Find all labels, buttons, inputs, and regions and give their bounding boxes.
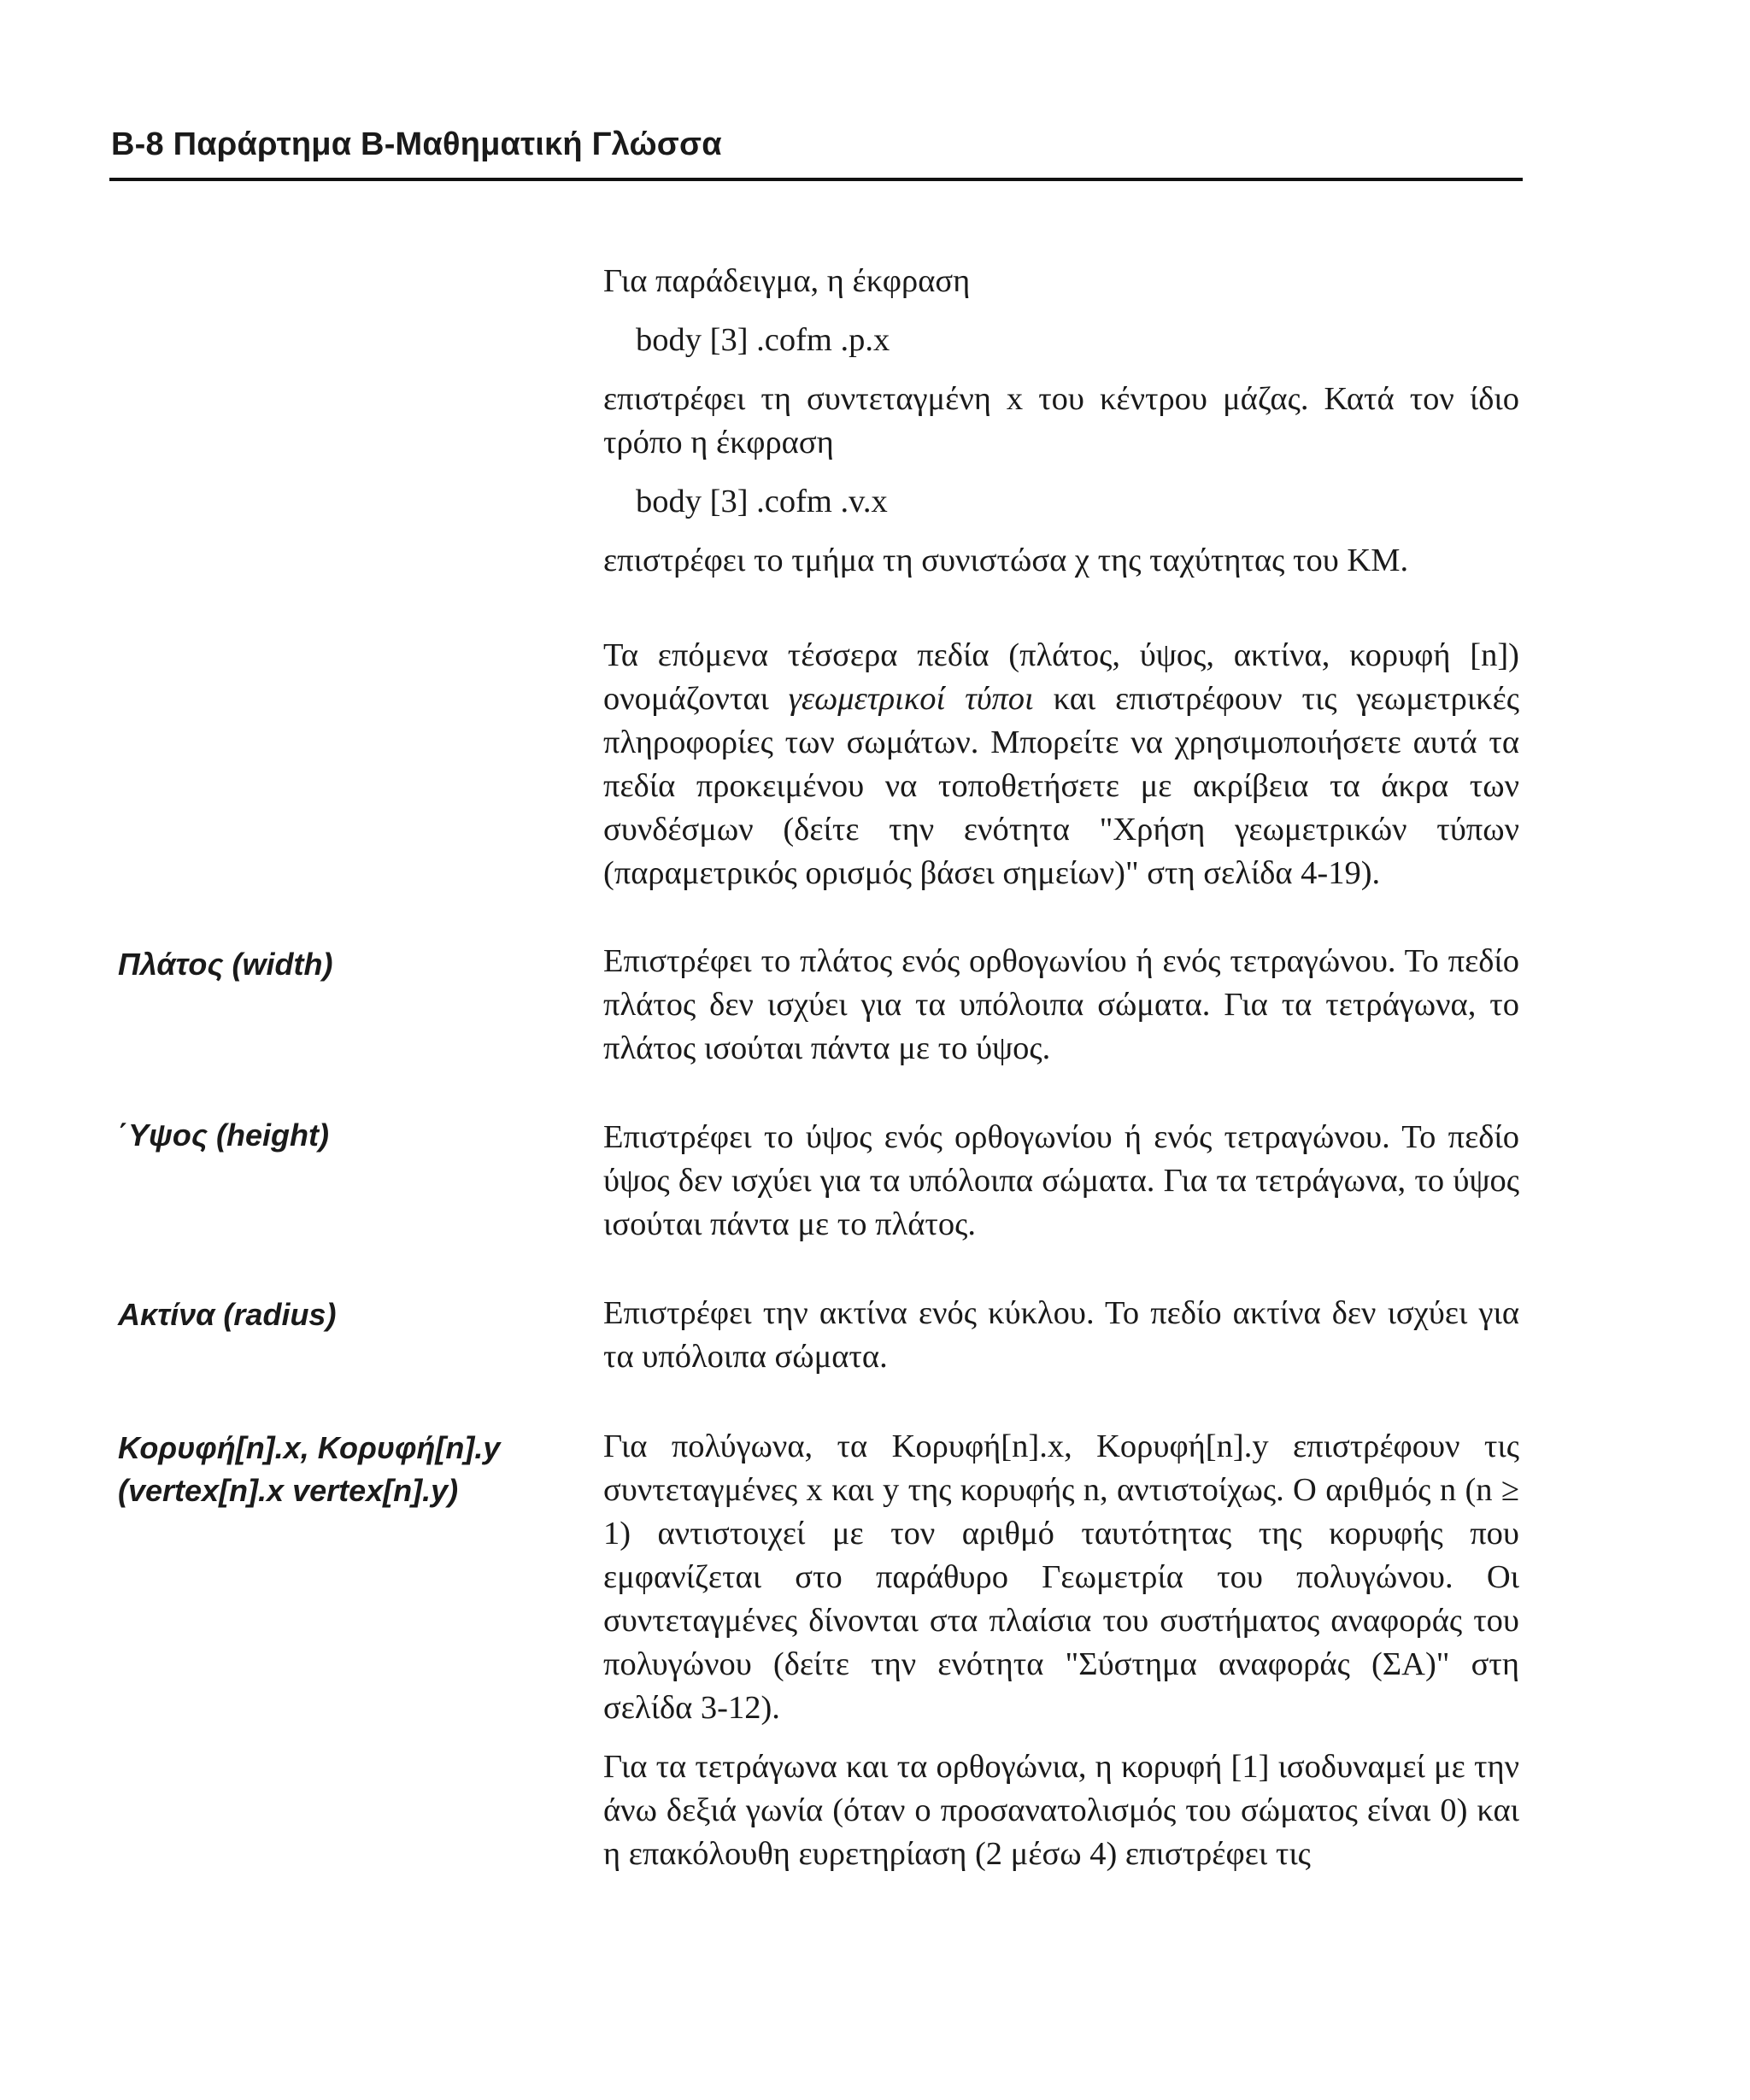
code-example-1: body [3] .cofm .p.x — [636, 322, 890, 358]
intro-paragraph-3: επιστρέφει το τμήμα τη συνιστώσα χ της ταχύτητας του ΚΜ. — [603, 543, 1409, 578]
code-example-2: body [3] .cofm .v.x — [636, 484, 888, 519]
intro-paragraph-1: Για παράδειγμα, η έκφραση — [603, 263, 971, 299]
header-rule — [109, 178, 1523, 181]
intro-paragraph-2: επιστρέφει τη συντεταγμένη x του κέντρου μάζας. Κατά τον ίδιο τρόπο η έκφραση — [603, 381, 1519, 460]
term-vertex-line-1: Κορυφή[n].x, Κορυφή[n].y — [118, 1430, 501, 1465]
geo-term-italic: γεωμετρικοί τύποι — [788, 681, 1034, 717]
definition-vertex-text-1: Για πολύγωνα, τα Κορυφή[n].x, Κορυφή[n].y επιστρέφουν τις συντεταγμένες x και y της κορυφής n, αντιστοίχως. Ο αριθμός n (n ≥ 1) αντιστοιχεί με τον αριθμό ταυτότητας της κορυφής που εμφανίζεται στο παράθυρο Γεωμετρία του πολυγώνου. Οι συντεταγμένες δίνονται στα πλαίσια του συστήματος αναφοράς του πολυγώνου (δείτε την ενότητα "Σύστημα αναφοράς (ΣΑ)" στη σελίδα 3-12). — [603, 1428, 1519, 1726]
definition-width — [603, 940, 1519, 1071]
term-vertex-line-2: (vertex[n].x vertex[n].y) — [118, 1473, 459, 1508]
definition-radius — [603, 1292, 1519, 1379]
geometric-fields-paragraph — [603, 634, 1519, 895]
term-radius: Ακτίνα (radius) — [118, 1297, 337, 1332]
definition-radius-text: Επιστρέφει την ακτίνα ενός κύκλου. Το πεδίο ακτίνα δεν ισχύει για τα υπόλοιπα σώματα. — [603, 1295, 1519, 1375]
definition-height — [603, 1116, 1519, 1247]
term-height: ΄Υψος (height) — [118, 1117, 329, 1153]
definition-vertex-text-2: Για τα τετράγωνα και τα ορθογώνια, η κορυφή [1] ισοδυναμεί με την άνω δεξιά γωνία (όταν ο προσανατολισμός του σώματος είναι 0) και η επακόλουθη ευρετηρίαση (2 μέσω 4) επιστρέφει τις — [603, 1749, 1519, 1872]
term-vertex — [118, 1427, 500, 1512]
page-header: B-8 Παράρτημα B-Μαθηματική Γλώσσα — [111, 126, 722, 162]
definition-vertex — [603, 1425, 1519, 1876]
intro-section — [603, 260, 1519, 583]
definition-width-text: Επιστρέφει το πλάτος ενός ορθογωνίου ή ενός τετραγώνου. Το πεδίο πλάτος δεν ισχύει για τα υπόλοιπα σώματα. Για τα τετράγωνα, το πλάτος ισούται πάντα με το ύψος. — [603, 943, 1519, 1066]
geo-text-after: και επιστρέφουν τις γεωμετρικές πληροφορίες των σωμάτων. Μπορείτε να χρησιμοποιήσετε αυτά τα πεδία προκειμένου να τοποθετήσετε με ακρίβεια τα άκρα των συνδέσμων (δείτε την ενότητα "Χρήση γεωμετρικών τύπων (παραμετρικός ορισμός βάσει σημείων)" στη σελίδα 4-19). — [603, 681, 1519, 891]
geo-text-before: Τα επόμενα τέσσερα πεδία (πλάτος, ύψος, ακτίνα, κορυφή [n]) ονομάζονται — [603, 637, 1519, 717]
definition-height-text: Επιστρέφει το ύψος ενός ορθογωνίου ή ενός τετραγώνου. Το πεδίο ύψος δεν ισχύει για τα υπόλοιπα σώματα. Για τα τετράγωνα, το ύψος ισούται πάντα με το πλάτος. — [603, 1119, 1519, 1242]
term-width: Πλάτος (width) — [118, 947, 333, 982]
